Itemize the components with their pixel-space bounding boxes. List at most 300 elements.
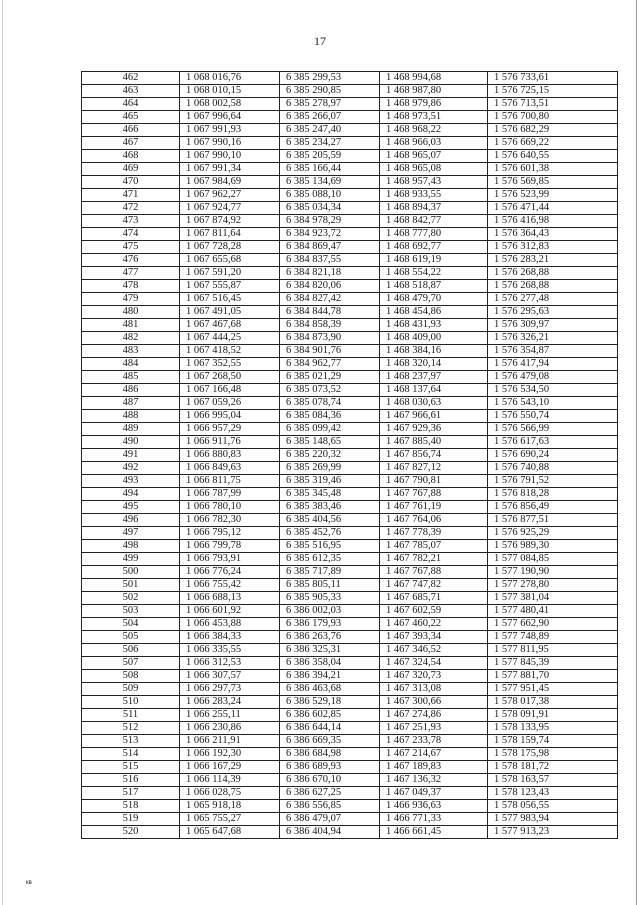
table-row xyxy=(82,774,618,787)
y2-cell: 1 578 091,91 xyxy=(488,709,618,722)
table-row xyxy=(82,124,618,137)
y1-cell: 6 385 134,69 xyxy=(280,176,380,189)
x2-cell: 1 467 233,78 xyxy=(380,735,488,748)
point-number-cell: 473 xyxy=(82,215,180,228)
point-number-cell: 491 xyxy=(82,449,180,462)
point-number-cell: 477 xyxy=(82,267,180,280)
table-row xyxy=(82,150,618,163)
y2-cell: 1 576 268,88 xyxy=(488,280,618,293)
y2-cell: 1 578 163,57 xyxy=(488,774,618,787)
y1-cell: 6 384 873,90 xyxy=(280,332,380,345)
x2-cell: 1 467 214,67 xyxy=(380,748,488,761)
x1-cell: 1 067 962,27 xyxy=(180,189,280,202)
x2-cell: 1 468 973,51 xyxy=(380,111,488,124)
table-row xyxy=(82,826,618,839)
x1-cell: 1 066 335,55 xyxy=(180,644,280,657)
x1-cell: 1 067 996,64 xyxy=(180,111,280,124)
x2-cell: 1 466 936,63 xyxy=(380,800,488,813)
x2-cell: 1 467 346,52 xyxy=(380,644,488,657)
y2-cell: 1 576 791,52 xyxy=(488,475,618,488)
point-number-cell: 467 xyxy=(82,137,180,150)
x1-cell: 1 065 647,68 xyxy=(180,826,280,839)
x2-cell: 1 467 747,82 xyxy=(380,579,488,592)
point-number-cell: 500 xyxy=(82,566,180,579)
point-number-cell: 513 xyxy=(82,735,180,748)
y1-cell: 6 385 805,11 xyxy=(280,579,380,592)
scan-edge-left xyxy=(2,0,3,905)
y2-cell: 1 578 159,74 xyxy=(488,735,618,748)
x2-cell: 1 468 979,86 xyxy=(380,98,488,111)
x2-cell: 1 468 479,70 xyxy=(380,293,488,306)
x2-cell: 1 467 324,54 xyxy=(380,657,488,670)
y1-cell: 6 385 319,46 xyxy=(280,475,380,488)
x2-cell: 1 468 987,80 xyxy=(380,85,488,98)
y1-cell: 6 384 820,06 xyxy=(280,280,380,293)
x1-cell: 1 066 811,75 xyxy=(180,475,280,488)
y2-cell: 1 577 845,39 xyxy=(488,657,618,670)
point-number-cell: 496 xyxy=(82,514,180,527)
y2-cell: 1 576 877,51 xyxy=(488,514,618,527)
point-number-cell: 466 xyxy=(82,124,180,137)
y2-cell: 1 576 601,38 xyxy=(488,163,618,176)
table-row xyxy=(82,423,618,436)
x1-cell: 1 067 467,68 xyxy=(180,319,280,332)
point-number-cell: 503 xyxy=(82,605,180,618)
table-row xyxy=(82,371,618,384)
x1-cell: 1 066 167,29 xyxy=(180,761,280,774)
table-row xyxy=(82,670,618,683)
y2-cell: 1 576 295,63 xyxy=(488,306,618,319)
y2-cell: 1 577 811,95 xyxy=(488,644,618,657)
point-number-cell: 472 xyxy=(82,202,180,215)
point-number-cell: 469 xyxy=(82,163,180,176)
y1-cell: 6 385 299,53 xyxy=(280,72,380,85)
x1-cell: 1 067 811,64 xyxy=(180,228,280,241)
point-number-cell: 463 xyxy=(82,85,180,98)
y1-cell: 6 386 002,03 xyxy=(280,605,380,618)
y2-cell: 1 576 417,94 xyxy=(488,358,618,371)
y1-cell: 6 386 602,85 xyxy=(280,709,380,722)
table-row xyxy=(82,202,618,215)
x1-cell: 1 066 780,10 xyxy=(180,501,280,514)
x1-cell: 1 066 688,13 xyxy=(180,592,280,605)
y2-cell: 1 576 326,21 xyxy=(488,332,618,345)
y2-cell: 1 577 748,89 xyxy=(488,631,618,644)
x2-cell: 1 468 842,77 xyxy=(380,215,488,228)
point-number-cell: 474 xyxy=(82,228,180,241)
x1-cell: 1 067 352,55 xyxy=(180,358,280,371)
table-row xyxy=(82,189,618,202)
table-row xyxy=(82,813,618,826)
table-row xyxy=(82,163,618,176)
point-number-cell: 510 xyxy=(82,696,180,709)
table-row xyxy=(82,345,618,358)
table-row xyxy=(82,748,618,761)
y1-cell: 6 385 034,34 xyxy=(280,202,380,215)
x1-cell: 1 068 010,15 xyxy=(180,85,280,98)
x1-cell: 1 066 114,39 xyxy=(180,774,280,787)
y1-cell: 6 385 905,33 xyxy=(280,592,380,605)
y2-cell: 1 578 056,55 xyxy=(488,800,618,813)
y1-cell: 6 384 837,55 xyxy=(280,254,380,267)
point-number-cell: 507 xyxy=(82,657,180,670)
point-number-cell: 490 xyxy=(82,436,180,449)
x1-cell: 1 066 787,99 xyxy=(180,488,280,501)
point-number-cell: 489 xyxy=(82,423,180,436)
y1-cell: 6 385 234,27 xyxy=(280,137,380,150)
x1-cell: 1 066 911,76 xyxy=(180,436,280,449)
x1-cell: 1 067 516,45 xyxy=(180,293,280,306)
y2-cell: 1 577 662,90 xyxy=(488,618,618,631)
y2-cell: 1 577 190,90 xyxy=(488,566,618,579)
y2-cell: 1 577 881,70 xyxy=(488,670,618,683)
table-row xyxy=(82,644,618,657)
point-number-cell: 479 xyxy=(82,293,180,306)
table-row xyxy=(82,761,618,774)
y2-cell: 1 576 669,22 xyxy=(488,137,618,150)
point-number-cell: 475 xyxy=(82,241,180,254)
point-number-cell: 504 xyxy=(82,618,180,631)
y2-cell: 1 576 550,74 xyxy=(488,410,618,423)
x1-cell: 1 066 283,24 xyxy=(180,696,280,709)
table-row xyxy=(82,605,618,618)
x2-cell: 1 467 764,06 xyxy=(380,514,488,527)
x2-cell: 1 468 137,64 xyxy=(380,384,488,397)
y1-cell: 6 385 247,40 xyxy=(280,124,380,137)
x1-cell: 1 066 307,57 xyxy=(180,670,280,683)
table-row xyxy=(82,527,618,540)
y1-cell: 6 384 821,18 xyxy=(280,267,380,280)
x2-cell: 1 468 692,77 xyxy=(380,241,488,254)
y2-cell: 1 576 416,98 xyxy=(488,215,618,228)
y2-cell: 1 576 569,85 xyxy=(488,176,618,189)
table-row xyxy=(82,566,618,579)
point-number-cell: 501 xyxy=(82,579,180,592)
table-row xyxy=(82,72,618,85)
y2-cell: 1 576 733,61 xyxy=(488,72,618,85)
x2-cell: 1 467 761,19 xyxy=(380,501,488,514)
y1-cell: 6 386 689,93 xyxy=(280,761,380,774)
table-row xyxy=(82,332,618,345)
y1-cell: 6 385 021,29 xyxy=(280,371,380,384)
x1-cell: 1 066 211,91 xyxy=(180,735,280,748)
point-number-cell: 511 xyxy=(82,709,180,722)
table-row xyxy=(82,514,618,527)
x2-cell: 1 468 933,55 xyxy=(380,189,488,202)
table-row xyxy=(82,488,618,501)
point-number-cell: 516 xyxy=(82,774,180,787)
table-row xyxy=(82,657,618,670)
y1-cell: 6 386 556,85 xyxy=(280,800,380,813)
x2-cell: 1 468 384,16 xyxy=(380,345,488,358)
x2-cell: 1 467 778,39 xyxy=(380,527,488,540)
y1-cell: 6 384 901,76 xyxy=(280,345,380,358)
table-row xyxy=(82,98,618,111)
x2-cell: 1 468 968,22 xyxy=(380,124,488,137)
point-number-cell: 497 xyxy=(82,527,180,540)
table-row xyxy=(82,540,618,553)
y2-cell: 1 576 740,88 xyxy=(488,462,618,475)
x1-cell: 1 066 601,92 xyxy=(180,605,280,618)
x1-cell: 1 068 016,76 xyxy=(180,72,280,85)
x2-cell: 1 467 602,59 xyxy=(380,605,488,618)
y1-cell: 6 384 962,77 xyxy=(280,358,380,371)
x2-cell: 1 468 431,93 xyxy=(380,319,488,332)
y1-cell: 6 385 404,56 xyxy=(280,514,380,527)
x2-cell: 1 468 957,43 xyxy=(380,176,488,189)
table-row xyxy=(82,787,618,800)
y1-cell: 6 384 923,72 xyxy=(280,228,380,241)
table-row xyxy=(82,579,618,592)
x2-cell: 1 468 409,00 xyxy=(380,332,488,345)
x2-cell: 1 468 237,97 xyxy=(380,371,488,384)
x2-cell: 1 468 619,19 xyxy=(380,254,488,267)
x1-cell: 1 067 990,10 xyxy=(180,150,280,163)
y1-cell: 6 385 290,85 xyxy=(280,85,380,98)
y2-cell: 1 578 181,72 xyxy=(488,761,618,774)
x1-cell: 1 065 755,27 xyxy=(180,813,280,826)
y1-cell: 6 385 205,59 xyxy=(280,150,380,163)
x1-cell: 1 067 924,77 xyxy=(180,202,280,215)
point-number-cell: 494 xyxy=(82,488,180,501)
y1-cell: 6 386 669,35 xyxy=(280,735,380,748)
y2-cell: 1 576 471,44 xyxy=(488,202,618,215)
table-row xyxy=(82,436,618,449)
point-number-cell: 468 xyxy=(82,150,180,163)
y1-cell: 6 385 078,74 xyxy=(280,397,380,410)
y1-cell: 6 385 266,07 xyxy=(280,111,380,124)
x2-cell: 1 467 320,73 xyxy=(380,670,488,683)
x1-cell: 1 066 028,75 xyxy=(180,787,280,800)
table-row xyxy=(82,293,618,306)
point-number-cell: 508 xyxy=(82,670,180,683)
x1-cell: 1 067 166,48 xyxy=(180,384,280,397)
table-row xyxy=(82,722,618,735)
x1-cell: 1 066 776,24 xyxy=(180,566,280,579)
point-number-cell: 519 xyxy=(82,813,180,826)
y2-cell: 1 576 268,88 xyxy=(488,267,618,280)
footer-mark: кв xyxy=(26,880,32,886)
x1-cell: 1 067 990,16 xyxy=(180,137,280,150)
point-number-cell: 482 xyxy=(82,332,180,345)
y1-cell: 6 384 978,29 xyxy=(280,215,380,228)
point-number-cell: 515 xyxy=(82,761,180,774)
x1-cell: 1 067 984,69 xyxy=(180,176,280,189)
page-number: 17 xyxy=(314,34,326,48)
x1-cell: 1 067 059,26 xyxy=(180,397,280,410)
x1-cell: 1 067 991,93 xyxy=(180,124,280,137)
point-number-cell: 520 xyxy=(82,826,180,839)
y1-cell: 6 384 844,78 xyxy=(280,306,380,319)
x1-cell: 1 067 418,52 xyxy=(180,345,280,358)
y2-cell: 1 576 700,80 xyxy=(488,111,618,124)
y1-cell: 6 385 073,52 xyxy=(280,384,380,397)
table-row xyxy=(82,176,618,189)
table-row xyxy=(82,631,618,644)
x1-cell: 1 067 655,68 xyxy=(180,254,280,267)
table-row xyxy=(82,410,618,423)
point-number-cell: 480 xyxy=(82,306,180,319)
y2-cell: 1 576 989,30 xyxy=(488,540,618,553)
y2-cell: 1 576 354,87 xyxy=(488,345,618,358)
y1-cell: 6 385 516,95 xyxy=(280,540,380,553)
x2-cell: 1 466 661,45 xyxy=(380,826,488,839)
point-number-cell: 512 xyxy=(82,722,180,735)
x2-cell: 1 468 965,08 xyxy=(380,163,488,176)
point-number-cell: 481 xyxy=(82,319,180,332)
x1-cell: 1 066 799,78 xyxy=(180,540,280,553)
x1-cell: 1 067 555,87 xyxy=(180,280,280,293)
y2-cell: 1 578 017,38 xyxy=(488,696,618,709)
y1-cell: 6 386 627,25 xyxy=(280,787,380,800)
table-row xyxy=(82,501,618,514)
point-number-cell: 486 xyxy=(82,384,180,397)
point-number-cell: 499 xyxy=(82,553,180,566)
y1-cell: 6 386 463,68 xyxy=(280,683,380,696)
y2-cell: 1 577 983,94 xyxy=(488,813,618,826)
y1-cell: 6 385 084,36 xyxy=(280,410,380,423)
x2-cell: 1 467 460,22 xyxy=(380,618,488,631)
table-row xyxy=(82,358,618,371)
y2-cell: 1 577 480,41 xyxy=(488,605,618,618)
table-row xyxy=(82,306,618,319)
x2-cell: 1 468 554,22 xyxy=(380,267,488,280)
y2-cell: 1 576 617,63 xyxy=(488,436,618,449)
point-number-cell: 478 xyxy=(82,280,180,293)
x1-cell: 1 067 728,28 xyxy=(180,241,280,254)
x1-cell: 1 067 491,05 xyxy=(180,306,280,319)
y2-cell: 1 577 951,45 xyxy=(488,683,618,696)
y2-cell: 1 576 725,15 xyxy=(488,85,618,98)
point-number-cell: 471 xyxy=(82,189,180,202)
y2-cell: 1 576 543,10 xyxy=(488,397,618,410)
x2-cell: 1 468 518,87 xyxy=(380,280,488,293)
x2-cell: 1 467 313,08 xyxy=(380,683,488,696)
y1-cell: 6 385 220,32 xyxy=(280,449,380,462)
x1-cell: 1 066 755,42 xyxy=(180,579,280,592)
x1-cell: 1 066 995,04 xyxy=(180,410,280,423)
y1-cell: 6 385 383,46 xyxy=(280,501,380,514)
y2-cell: 1 576 566,99 xyxy=(488,423,618,436)
point-number-cell: 492 xyxy=(82,462,180,475)
x2-cell: 1 468 965,07 xyxy=(380,150,488,163)
y2-cell: 1 576 713,51 xyxy=(488,98,618,111)
x1-cell: 1 066 192,30 xyxy=(180,748,280,761)
table-row xyxy=(82,475,618,488)
table-row xyxy=(82,592,618,605)
y1-cell: 6 385 345,48 xyxy=(280,488,380,501)
x2-cell: 1 468 030,63 xyxy=(380,397,488,410)
x2-cell: 1 467 136,32 xyxy=(380,774,488,787)
point-number-cell: 462 xyxy=(82,72,180,85)
x2-cell: 1 467 251,93 xyxy=(380,722,488,735)
point-number-cell: 505 xyxy=(82,631,180,644)
y2-cell: 1 576 277,48 xyxy=(488,293,618,306)
x2-cell: 1 467 785,07 xyxy=(380,540,488,553)
table-row xyxy=(82,384,618,397)
x1-cell: 1 066 957,29 xyxy=(180,423,280,436)
y2-cell: 1 576 283,21 xyxy=(488,254,618,267)
x1-cell: 1 066 880,83 xyxy=(180,449,280,462)
y2-cell: 1 578 133,95 xyxy=(488,722,618,735)
y1-cell: 6 385 452,76 xyxy=(280,527,380,540)
x2-cell: 1 467 782,21 xyxy=(380,553,488,566)
point-number-cell: 514 xyxy=(82,748,180,761)
y2-cell: 1 576 690,24 xyxy=(488,449,618,462)
point-number-cell: 495 xyxy=(82,501,180,514)
x1-cell: 1 066 849,63 xyxy=(180,462,280,475)
table-row xyxy=(82,462,618,475)
y1-cell: 6 385 269,99 xyxy=(280,462,380,475)
x1-cell: 1 067 591,20 xyxy=(180,267,280,280)
table-row xyxy=(82,800,618,813)
x1-cell: 1 065 918,18 xyxy=(180,800,280,813)
table-row xyxy=(82,280,618,293)
x1-cell: 1 067 874,92 xyxy=(180,215,280,228)
y1-cell: 6 386 670,10 xyxy=(280,774,380,787)
y2-cell: 1 576 312,83 xyxy=(488,241,618,254)
y2-cell: 1 576 479,08 xyxy=(488,371,618,384)
table-row xyxy=(82,696,618,709)
x2-cell: 1 467 767,88 xyxy=(380,488,488,501)
y1-cell: 6 386 325,31 xyxy=(280,644,380,657)
x1-cell: 1 066 230,86 xyxy=(180,722,280,735)
x2-cell: 1 467 856,74 xyxy=(380,449,488,462)
scan-edge-right xyxy=(636,0,637,905)
y1-cell: 6 385 166,44 xyxy=(280,163,380,176)
y2-cell: 1 576 640,55 xyxy=(488,150,618,163)
table-row xyxy=(82,267,618,280)
x1-cell: 1 066 782,30 xyxy=(180,514,280,527)
x1-cell: 1 068 002,58 xyxy=(180,98,280,111)
x1-cell: 1 066 453,88 xyxy=(180,618,280,631)
y1-cell: 6 386 529,18 xyxy=(280,696,380,709)
x2-cell: 1 467 189,83 xyxy=(380,761,488,774)
x1-cell: 1 067 268,50 xyxy=(180,371,280,384)
x2-cell: 1 467 685,71 xyxy=(380,592,488,605)
x2-cell: 1 468 894,37 xyxy=(380,202,488,215)
x2-cell: 1 468 454,86 xyxy=(380,306,488,319)
x2-cell: 1 467 929,36 xyxy=(380,423,488,436)
x1-cell: 1 067 991,34 xyxy=(180,163,280,176)
point-number-cell: 465 xyxy=(82,111,180,124)
y2-cell: 1 578 175,98 xyxy=(488,748,618,761)
y1-cell: 6 385 612,35 xyxy=(280,553,380,566)
point-number-cell: 502 xyxy=(82,592,180,605)
y1-cell: 6 385 088,10 xyxy=(280,189,380,202)
y2-cell: 1 576 925,29 xyxy=(488,527,618,540)
x2-cell: 1 467 966,61 xyxy=(380,410,488,423)
x2-cell: 1 468 966,03 xyxy=(380,137,488,150)
y1-cell: 6 386 479,07 xyxy=(280,813,380,826)
x2-cell: 1 467 767,88 xyxy=(380,566,488,579)
y2-cell: 1 576 534,50 xyxy=(488,384,618,397)
y1-cell: 6 386 684,98 xyxy=(280,748,380,761)
point-number-cell: 518 xyxy=(82,800,180,813)
point-number-cell: 470 xyxy=(82,176,180,189)
x2-cell: 1 467 274,86 xyxy=(380,709,488,722)
table-row xyxy=(82,215,618,228)
table-row xyxy=(82,449,618,462)
table-row xyxy=(82,618,618,631)
y2-cell: 1 577 084,85 xyxy=(488,553,618,566)
y1-cell: 6 385 099,42 xyxy=(280,423,380,436)
x1-cell: 1 066 255,11 xyxy=(180,709,280,722)
y1-cell: 6 386 644,14 xyxy=(280,722,380,735)
point-number-cell: 517 xyxy=(82,787,180,800)
point-number-cell: 485 xyxy=(82,371,180,384)
y2-cell: 1 578 123,43 xyxy=(488,787,618,800)
